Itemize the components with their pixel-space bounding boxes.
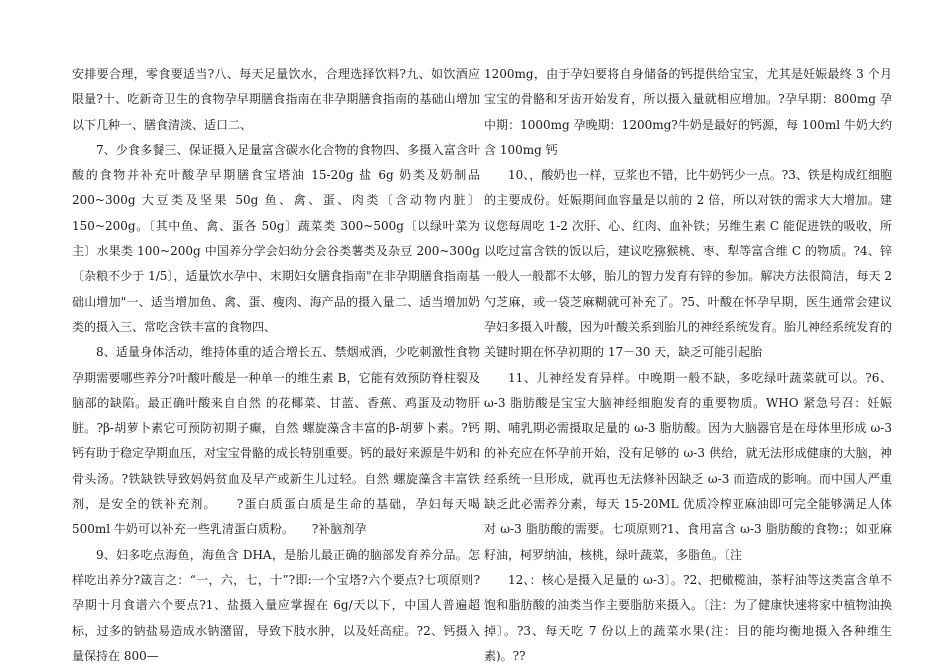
paragraph: 11、儿神经发育异样。中晚期一般不缺，多吃绿叶蔬菜就可以。?6、ω-3 脂肪酸是宝宝大脑神经细胞发育的重要物质。WHO 紧急号召：妊娠期、哺乳期必需摄取足量的 ω-3 脂肪酸。因为大脑器官是在母体里形成 ω-3 的补充应在怀孕前开始，没有足够的 ω-3 供给，就无法形成健康的大脑，神经系统一旦形成，就再也无法修补因缺乏 ω-3 而造成的影响。而中国人严重缺乏此必需养分素，每天 15-20ML 优质冷榨亚麻油即可完全能够满足人体对 ω-3 脂肪酸的需要。七项原则?1、食用富含 ω-3 脂肪酸的食物:；如亚麻籽油，柯罗纳油，核桃，绿叶蔬菜，多脂鱼。〔注 (484, 370, 892, 562)
right-text-column (484, 62, 892, 669)
paragraph: 12、：核心是摄入足量的 ω-3〕。?2、把橄榄油，茶籽油等这类富含单不饱和脂肪酸的油类当作主要脂肪来摄入。〔注：为了健康快速将家中植物油换掉〕。?3、每天吃 7 份以上的蔬菜水果(注：目的能均衡地摄入各种维生素)。?? (484, 572, 892, 663)
paragraph: 8、适量身体活动，维持体重的适合增长五、禁烟戒酒，少吃刺激性食物孕期需要哪些养分?叶酸叶酸是一种单一的维生素 B，它能有效预防脊柱裂及脑部的缺陷。最正确叶酸来自自然 的花椰菜、甘蓝、香蕉、鸡蛋及动物肝脏。?β-胡萝卜素它可预防初期子癫，自然 螺旋藻含丰富的β-胡萝卜素。?钙钙有助于稳定孕期血压，对宝宝骨骼的成长特别重要。钙的最好来源是牛奶和骨头汤。?铁缺铁导致妈妈贫血及早产或新生儿过轻。自然 螺旋藻含丰富铁剂，是安全的铁补充剂。 ?蛋白质蛋白质是生命的基础，孕妇每天喝 500ml 牛奶可以补充一些乳清蛋白质粉。 ?补脑剂孕 (72, 345, 481, 537)
paragraph: 7、少食多餐三、保证摄入足量富含碳水化合物的食物四、多摄入富含叶酸的食物并补充叶酸孕早期膳食宝塔油 15-20g 盐 6g 奶类及奶制品 200~300g 大豆类及坚果 50g 鱼、禽、蛋、肉类〔含动物内脏〕150~200g。〔其中鱼、禽、蛋各 50g〕蔬菜类 300~500g〔以绿叶菜为主〕水果类 100~200g 中国养分学会妇幼分会谷类薯类及杂豆 200~300g〔杂粮不少于 1/5〕，适量饮水孕中、末期妇女膳食指南"在非孕期膳食指南基础山增加"一、适当增加鱼、禽、蛋、瘦肉、海产品的摄入量二、适当增加奶类的摄入三、常吃含铁丰富的食物四、 (72, 142, 480, 334)
paragraph: 10、，酸奶也一样，豆浆也不错，比牛奶钙少一点。?3、铁是构成红细胞的主要成份。妊娠期间血容量是以前的 2 倍，所以对铁的需求大大增加。建议您每周吃 1-2 次肝、心、红肉、血补铁；另维生素 C 能促进铁的吸收，所以吃过富含铁的饭以后，建议吃猕猴桃、枣、犁等富含维 C 的物质。?4、锌一般人一般都不太够，胎儿的智力发育有锌的参加。解决方法很简洁，每天 2 勺芝麻，或一袋芝麻糊就可补充了。?5、叶酸在怀孕早期，医生通常会建议孕妇多摄入叶酸，因为叶酸关系到胎儿的神经系统发育。胎儿神经系统发育的关键时期在怀孕初期的 17－30 天，缺乏可能引起胎 (484, 168, 893, 360)
left-text-column (72, 62, 480, 669)
paragraph: 1200mg，由于孕妇要将自身储备的钙提供给宝宝，尤其是妊娠最终 3 个月宝宝的骨骼和牙齿开始发育，所以摄入量就相应增加。?孕早期：800mg 孕中期：1000mg 孕晚期：1200mg?牛奶是最好的钙源，每 100ml 牛奶大约含 100mg 钙 (484, 67, 892, 157)
paragraph: 9、妇多吃点海鱼，海鱼含 DHA，是胎儿最正确的脑部发育养分品。怎样吃出养分?箴言之：“一，六，七，十”?即:一个宝塔?六个要点?七项原则?孕期十月食谱六个要点?1、盐摄入量应掌握在 6g/天以下，中国人普遍超标，过多的钠盐易造成水钠潴留，导致下肢水肿，以及妊高症。?2、钙摄入量保持在 800— (72, 547, 480, 663)
paragraph: 安排要合理，零食要适当?八、每天足量饮水，合理选择饮料?九、如饮酒应限量?十、吃新奇卫生的食物孕早期膳食指南在非孕期膳食指南的基础山增加以下几种一、膳食清淡、适口二、 (72, 67, 480, 132)
